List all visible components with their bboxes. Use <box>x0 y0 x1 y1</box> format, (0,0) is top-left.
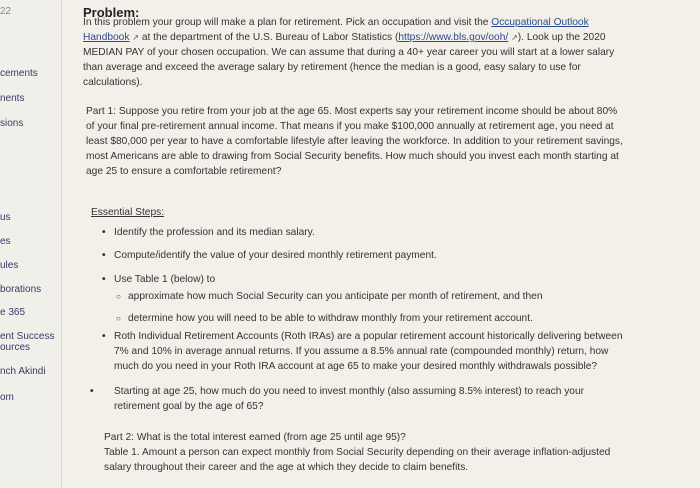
sub-bullet-icon: ○ <box>116 292 121 301</box>
external-link-icon: ↗ <box>132 33 139 42</box>
step-5-text: Starting at age 25, how much do you need to invest monthly (also assuming 8.5% interest) to reach your retirement goal by the age of 65? <box>114 386 585 412</box>
step-3b <box>116 311 616 326</box>
page-title: Problem: <box>83 5 140 20</box>
bullet-icon: • <box>102 331 106 342</box>
step-3-text: Use Table 1 (below) to <box>114 274 216 285</box>
step-5 <box>90 384 630 414</box>
step-3 <box>102 272 622 287</box>
sidebar-item[interactable]: cements <box>0 68 38 79</box>
step-2 <box>102 248 622 263</box>
intro-paragraph <box>83 15 623 90</box>
bullet-icon: • <box>102 227 106 238</box>
sidebar-item[interactable]: ent Success <box>0 331 55 342</box>
external-link-icon-2: ↗ <box>511 33 518 42</box>
intro-text-1: In this problem your group will make a plan for retirement. Pick an occupation and visit the <box>83 17 489 28</box>
sidebar-item[interactable]: nents <box>0 93 25 104</box>
bullet-icon: • <box>102 250 106 261</box>
sidebar-item[interactable]: ules <box>0 260 19 271</box>
sub-bullet-icon: ○ <box>116 314 121 323</box>
sidebar-item[interactable]: e 365 <box>0 307 26 318</box>
course-nav-sidebar <box>0 0 62 488</box>
step-1 <box>102 225 622 240</box>
table1-caption: Table 1. Amount a person can expect monthly from Social Security depending on their average inflation-adjusted salary throughout their career and the age at which they decide to claim benefits. <box>104 447 611 473</box>
step-1-text: Identify the profession and its median salary. <box>114 227 315 238</box>
sidebar-item[interactable]: om <box>0 392 14 403</box>
sidebar-item[interactable]: nch Akindi <box>0 366 46 377</box>
sidebar-item[interactable]: ources <box>0 342 31 353</box>
intro-text-2: at the department of the U.S. Bureau of Labor Statistics ( <box>139 32 399 43</box>
sidebar-item[interactable]: us <box>0 212 11 223</box>
bullet-icon: • <box>90 386 94 397</box>
bullet-icon: • <box>102 274 106 285</box>
sidebar-item[interactable]: 22 <box>0 6 12 17</box>
steps-heading: Essential Steps: <box>91 207 165 218</box>
bls-link[interactable]: https://www.bls.gov/ooh/ <box>398 32 509 43</box>
part1-paragraph: Part 1: Suppose you retire from your job at the age 65. Most experts say your retirement income should be about 80% of your final pre-retirement annual income. That means if you make $100,000 annually at retirement age, you need at least $80,000 per year to have a comfortable lifestyle after leaving the workforce. In addition to your retirement savings, most Americans are able to drawing from Social Security benefits. How much should you invest each month starting at age 25 to ensure a comfortable retirement? <box>86 106 623 177</box>
step-4-text: Roth Individual Retirement Accounts (Roth IRAs) are a popular retirement account historically delivering between 7% and 10% in average annual returns. If you assume a 8.5% annual rate (compounded monthly) return, how much do you need in your Roth IRA account at age 65 to make your desired monthly withdrawals possible? <box>114 331 623 372</box>
step-2-text: Compute/identify the value of your desired monthly retirement payment. <box>114 250 437 261</box>
intro-text-3: ). Look up the 2020 MEDIAN PAY of your chosen occupation. We can assume that during a 40+ year career you will start at a lower salary than average and exceed the average salary by retirement (hence the median is a good, easy salary to use for calculations). <box>83 32 615 88</box>
part2-paragraph: Part 2: What is the total interest earned (from age 25 until age 95)? <box>104 432 406 443</box>
step-3b-text: determine how you will need to be able to withdraw monthly from your retirement account. <box>128 313 533 324</box>
step-3a-text: approximate how much Social Security can you anticipate per month of retirement, and then <box>128 291 543 302</box>
ooh-link[interactable]: Occupational Outlook Handbook <box>83 17 589 43</box>
sidebar-item[interactable]: sions <box>0 118 24 129</box>
step-3a <box>116 289 616 304</box>
problem-content <box>62 0 700 488</box>
sidebar-item[interactable]: borations <box>0 284 42 295</box>
step-4 <box>102 329 630 374</box>
sidebar-item[interactable]: es <box>0 236 11 247</box>
